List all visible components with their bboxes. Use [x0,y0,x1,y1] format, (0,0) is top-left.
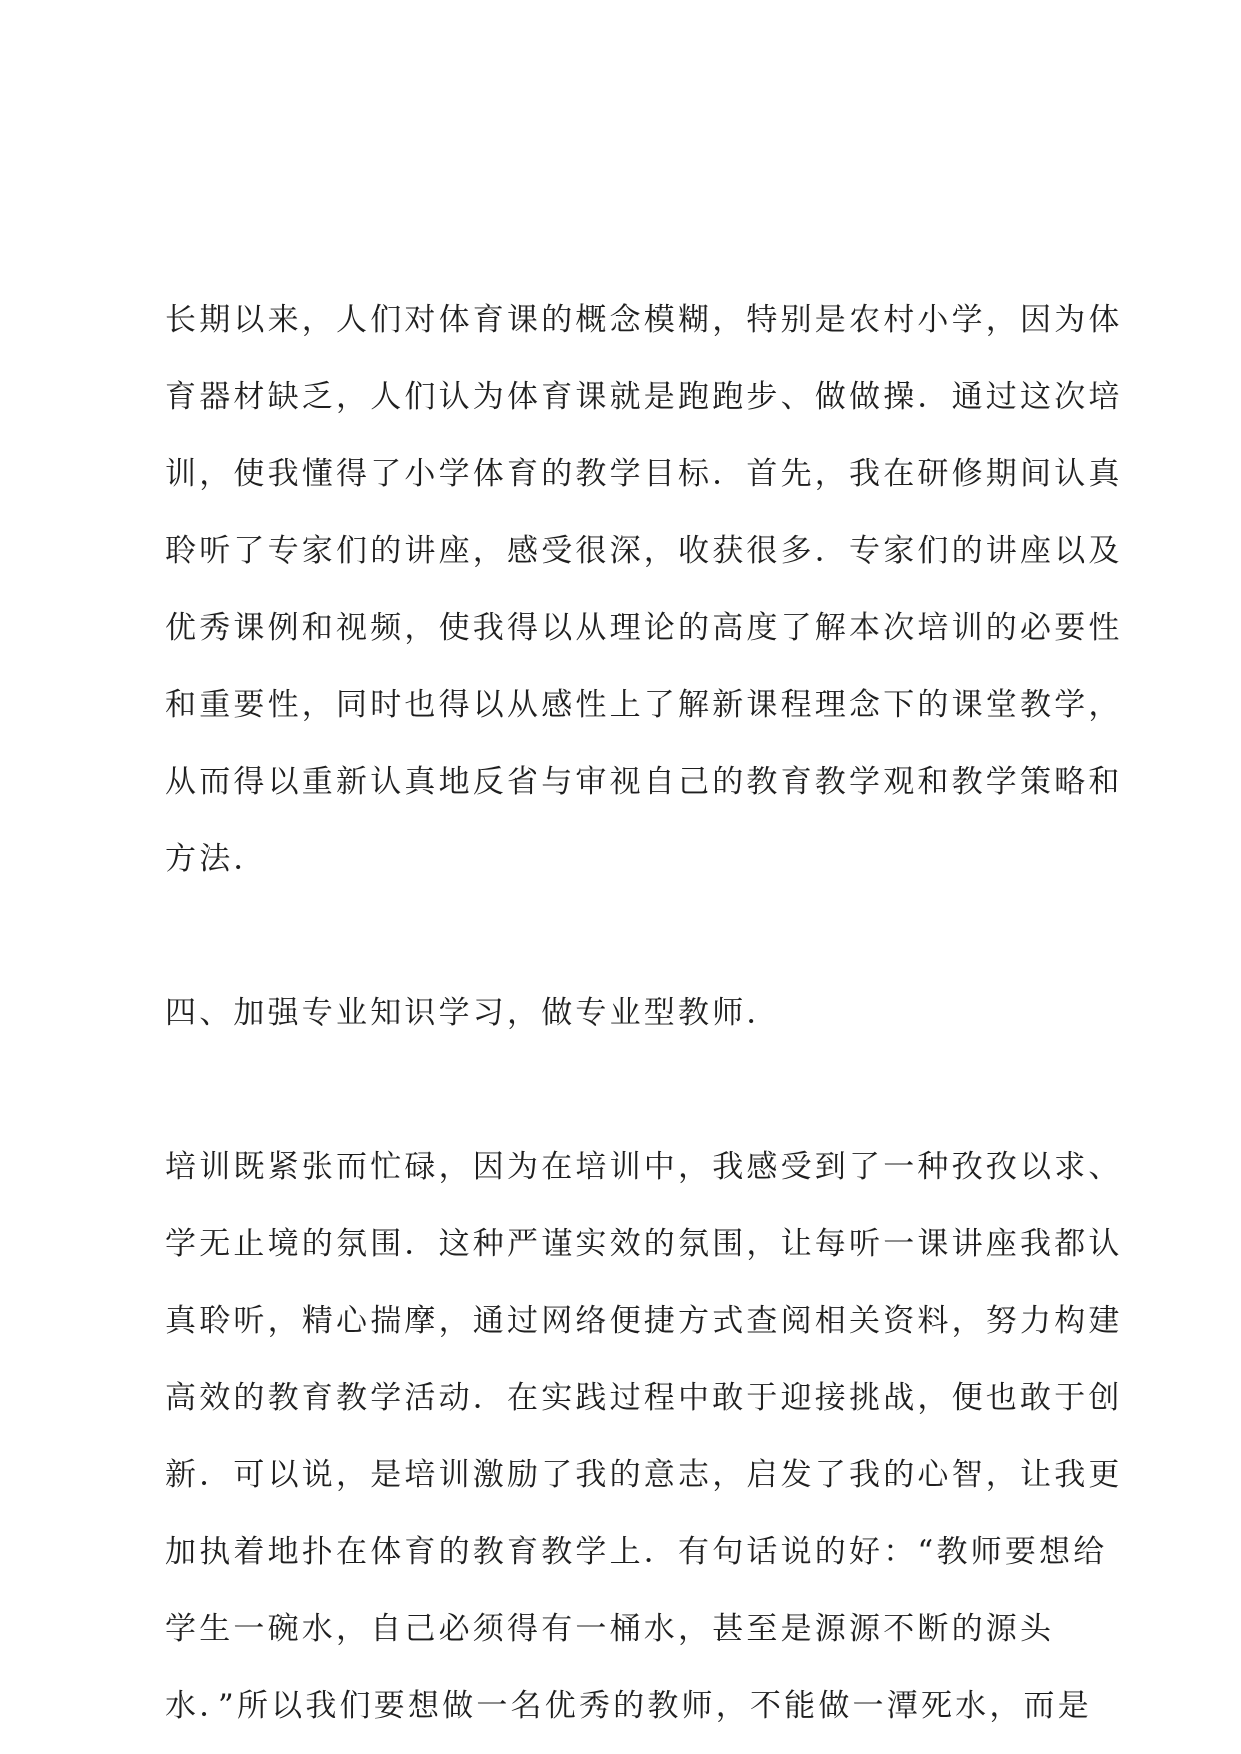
paragraph-line: 学生一碗水，自己必须得有一桶水，甚至是源源不断的源头 [165,1611,1055,1647]
paragraph-line: 高效的教育教学活动．在实践过程中敢于迎接挑战，便也敢于创 [165,1380,1123,1416]
paragraph-line: 训，使我懂得了小学体育的教学目标．首先，我在研修期间认真 [165,456,1123,492]
paragraph-spacer [165,898,1095,975]
section-heading-text: 四、加强专业知识学习，做专业型教师． [165,995,781,1031]
paragraph-line: 和重要性，同时也得以从感性上了解新课程理念下的课堂教学， [165,687,1123,723]
paragraph [165,282,1123,898]
paragraph-line: 优秀课例和视频，使我得以从理论的高度了解本次培训的必要性 [165,610,1123,646]
paragraph-spacer [165,1052,1095,1129]
paragraph-line: 学无止境的氛围．这种严谨实效的氛围，让每听一课讲座我都认 [165,1226,1123,1262]
paragraph-line: 水．”所以我们要想做一名优秀的教师，不能做一潭死水，而是 [165,1688,1092,1724]
document-body [165,282,1123,1745]
paragraph-line: 长期以来，人们对体育课的概念模糊，特别是农村小学，因为体 [165,302,1123,338]
paragraph-line: 培训既紧张而忙碌，因为在培训中，我感受到了一种孜孜以求、 [165,1149,1123,1185]
paragraph-line: 育器材缺乏，人们认为体育课就是跑跑步、做做操．通过这次培 [165,379,1123,415]
section-heading [165,975,1095,1052]
paragraph-line: 方法． [165,841,268,877]
paragraph-line: 聆听了专家们的讲座，感受很深，收获很多．专家们的讲座以及 [165,533,1123,569]
paragraph-line: 真聆听，精心揣摩，通过网络便捷方式查阅相关资料，努力构建 [165,1303,1123,1339]
paragraph-line: 从而得以重新认真地反省与审视自己的教育教学观和教学策略和 [165,764,1123,800]
paragraph [165,1129,1123,1745]
paragraph-line: 新．可以说，是培训激励了我的意志，启发了我的心智，让我更 [165,1457,1123,1493]
paragraph-line: 加执着地扑在体育的教育教学上．有句话说的好：“教师要想给 [165,1534,1108,1570]
